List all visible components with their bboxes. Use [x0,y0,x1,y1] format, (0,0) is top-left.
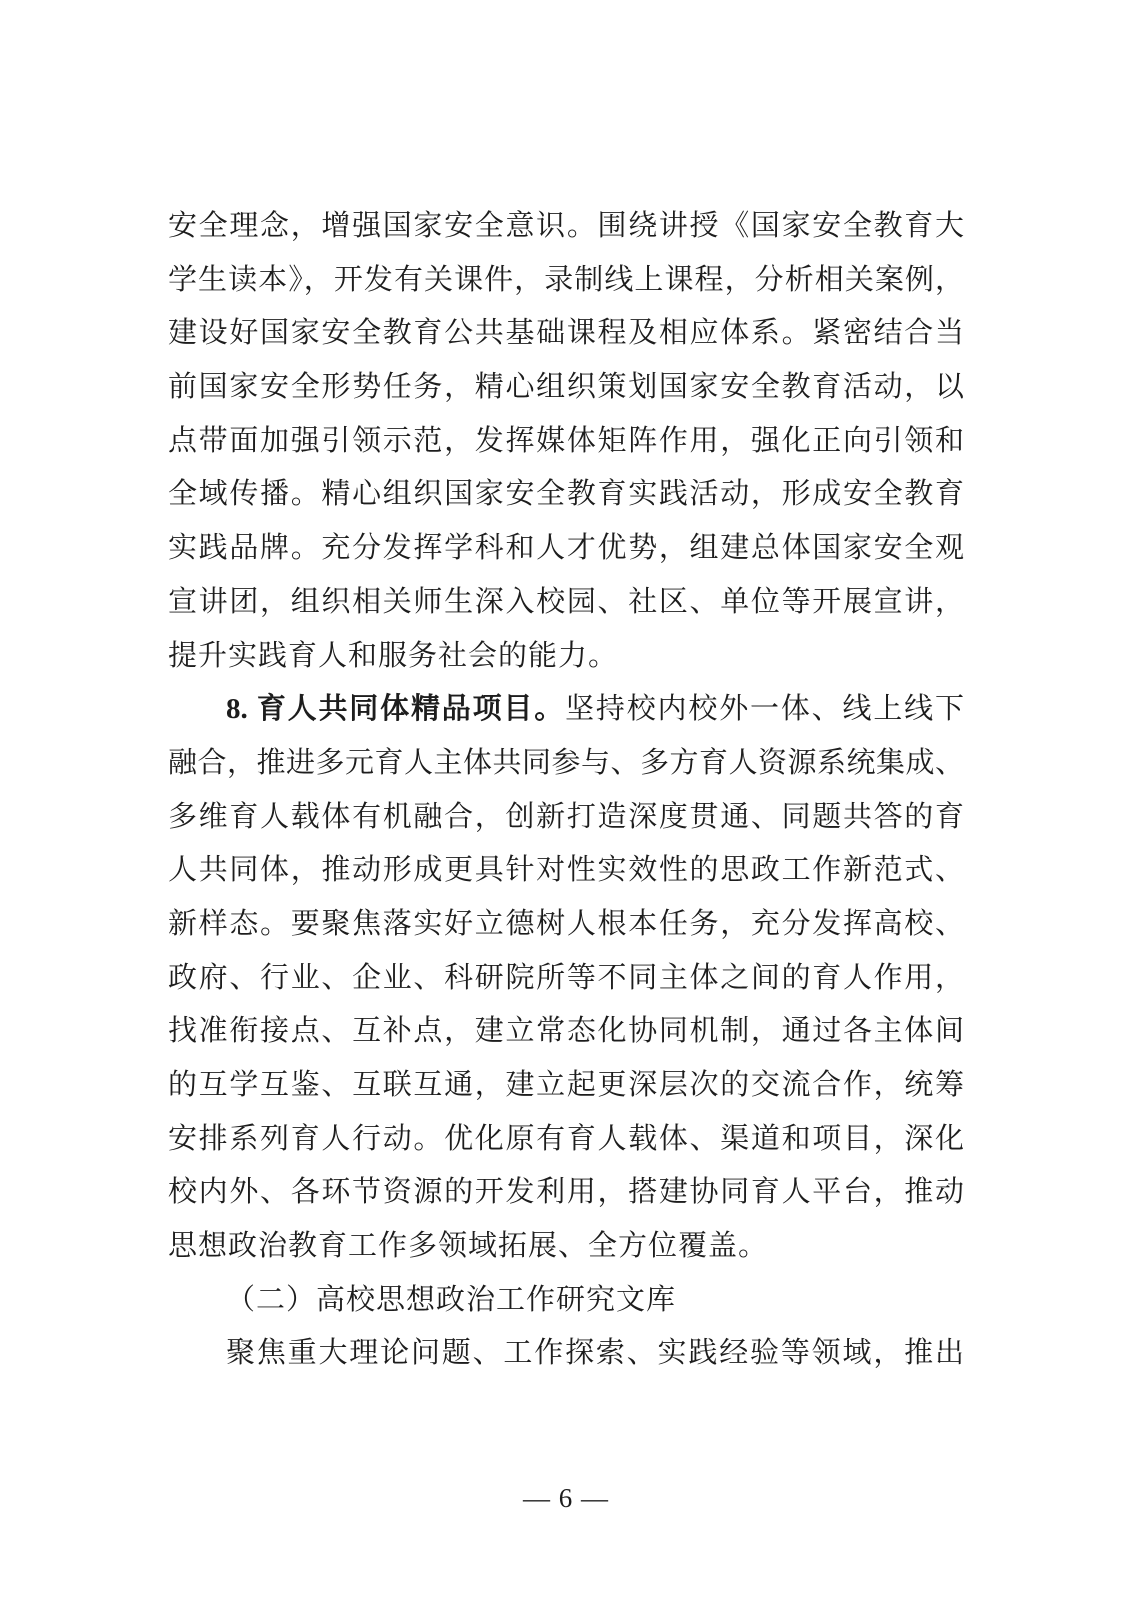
item-8-lead-text: 坚持校内校外一体、线上线下 [565,693,964,726]
body-line: 学生读本》，开发有关课件，录制线上课程，分析相关案例， [168,263,964,296]
body-line: 聚焦重大理论问题、工作探索、实践经验等领域，推出 [226,1337,964,1370]
body-line: 建设好国家安全教育公共基础课程及相应体系。紧密结合当 [168,317,964,350]
body-line: 提升实践育人和服务社会的能力。 [168,639,619,672]
paragraph-national-security-education [168,200,964,683]
body-text-block [168,200,964,1381]
body-line: 宣讲团，组织相关师生深入校园、社区、单位等开展宣讲， [168,585,964,618]
body-line: 思想政治教育工作多领域拓展、全方位覆盖。 [168,1230,769,1263]
body-line: 实践品牌。充分发挥学科和人才优势，组建总体国家安全观 [168,532,964,565]
paragraph-item-8-education-community [168,683,964,1274]
body-line: 全域传播。精心组织国家安全教育实践活动，形成安全教育 [168,478,964,511]
body-line: 前国家安全形势任务，精心组织策划国家安全教育活动，以 [168,371,964,404]
body-line: 的互学互鉴、互联互通，建立起更深层次的交流合作，统筹 [168,1069,964,1101]
body-line: 安排系列育人行动。优化原有育人载体、渠道和项目，深化 [168,1122,964,1155]
section-heading: （二）高校思想政治工作研究文库 [226,1283,677,1316]
body-line: 人共同体，推动形成更具针对性实效性的思政工作新范式、 [168,854,964,887]
page-number: — 6 — [523,1483,609,1513]
body-line: 找准衔接点、互补点，建立常态化协同机制，通过各主体间 [168,1015,964,1048]
paragraph-research-library [168,1327,964,1381]
body-line: 点带面加强引领示范，发挥媒体矩阵作用，强化正向引领和 [168,424,964,457]
body-line: 新样态。要聚焦落实好立德树人根本任务，充分发挥高校、 [168,907,964,940]
body-line: 安全理念，增强国家安全意识。围绕讲授《国家安全教育大 [168,210,964,242]
body-line: 多维育人载体有机融合，创新打造深度贯通、同题共答的育 [168,800,964,833]
body-line [168,683,964,737]
body-line: 融合，推进多元育人主体共同参与、多方育人资源系统集成、 [168,746,964,779]
body-line: 政府、行业、企业、科研院所等不同主体之间的育人作用， [168,961,964,994]
item-8-heading: 8. 育人共同体精品项目。 [226,693,566,726]
body-line: 校内外、各环节资源的开发利用，搭建协同育人平台，推动 [168,1176,964,1209]
